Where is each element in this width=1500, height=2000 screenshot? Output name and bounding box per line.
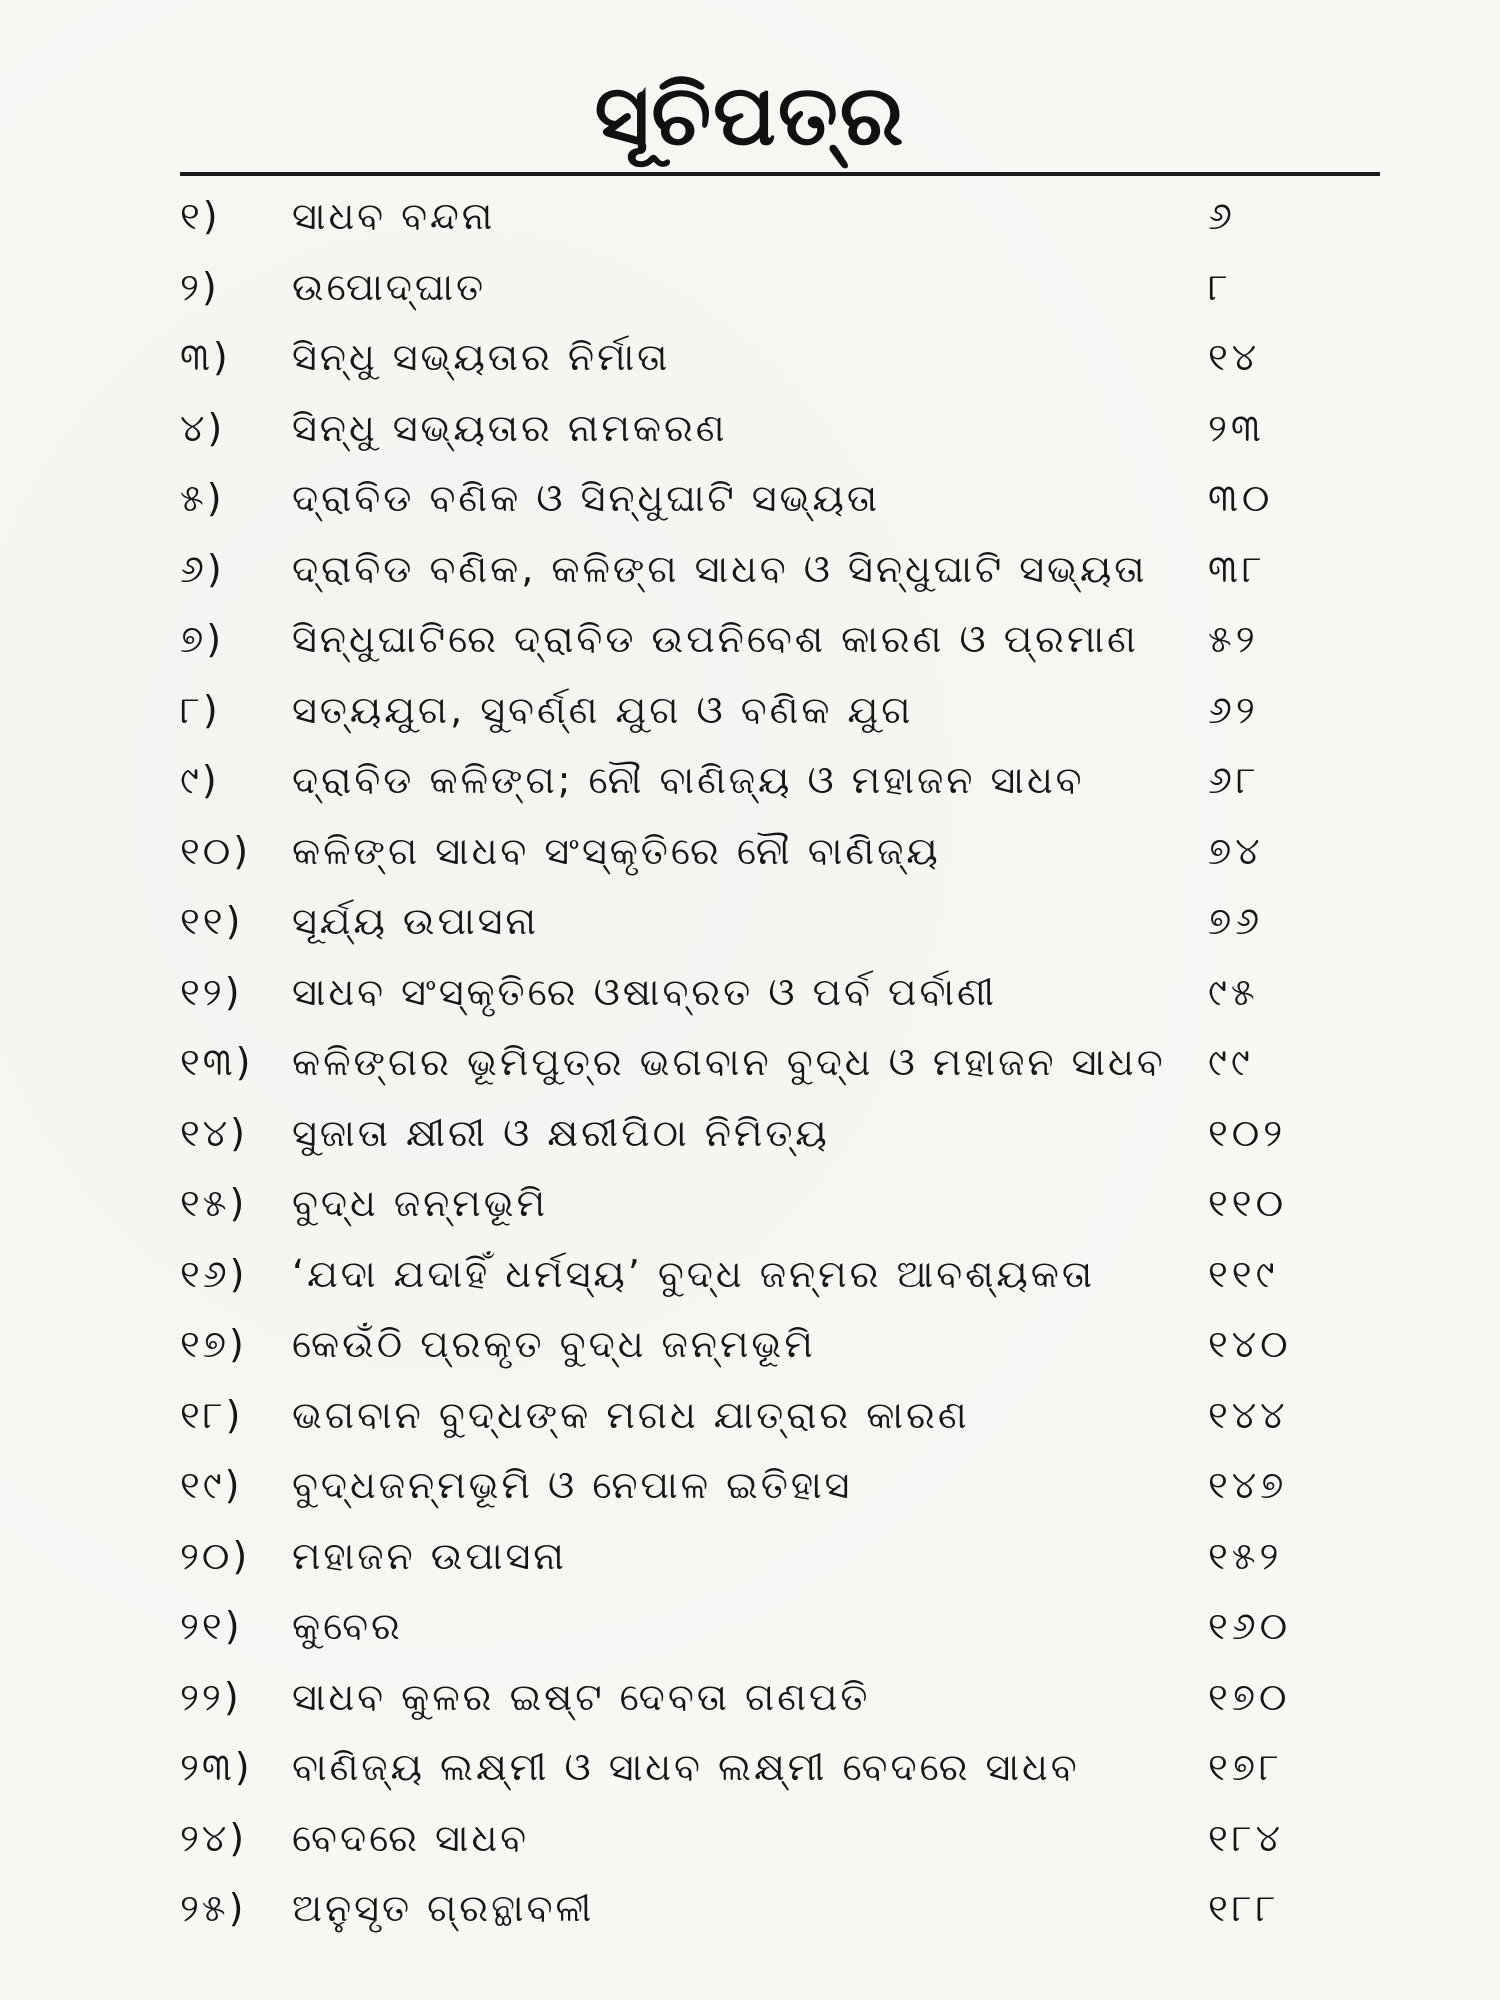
- toc-entry-number: ୮): [180, 687, 221, 732]
- title-divider: [180, 172, 1380, 176]
- toc-entry-number: ୧୯): [180, 1463, 243, 1507]
- toc-entry-number: ୧୫): [180, 1181, 248, 1225]
- toc-entry-number: ୧୭): [180, 1322, 247, 1366]
- toc-entry: [0, 1872, 1500, 1943]
- toc-entry-number: ୫): [180, 476, 225, 520]
- toc-entry-title: କୁବେର: [292, 1604, 403, 1648]
- toc-entry-title: ବେଦରେ ସାଧବ: [292, 1815, 530, 1860]
- toc-entry-page-number: ୧୭୦: [1208, 1674, 1291, 1719]
- toc-entry-number: ୭): [180, 617, 225, 661]
- toc-entry-page-number: ୧୪୪: [1208, 1392, 1289, 1437]
- toc-entry-title: ବୁଦ୍ଧଜନ୍ମଭୂମି ଓ ନେପାଳ ଇତିହାସ: [292, 1463, 853, 1507]
- toc-entry: [0, 1379, 1500, 1450]
- toc-entry-title: ମହାଜନ ଉପାସନା: [292, 1533, 567, 1578]
- toc-entry: [0, 1097, 1500, 1168]
- toc-entry-title: ଉପୋଦ୍‌ଘାତ: [292, 264, 487, 309]
- toc-entry-page-number: ୧୪: [1208, 335, 1261, 379]
- toc-entry-page-number: ୧୬୦: [1208, 1604, 1292, 1648]
- toc-entry: [0, 1731, 1500, 1802]
- toc-entry-page-number: ୨୩: [1208, 405, 1265, 450]
- toc-entry-number: ୪): [180, 405, 226, 450]
- toc-entry-title: ସୁଜାତା କ୍ଷୀରୀ ଓ କ୍ଷରୀପିଠା ନିମିତ୍ୟ: [292, 1110, 830, 1155]
- toc-entry-number: ୧): [180, 194, 221, 238]
- toc-entry: [0, 1802, 1500, 1873]
- toc-entry-number: ୧୦): [180, 828, 252, 873]
- table-of-contents: [0, 180, 1500, 1943]
- toc-entry-number: ୧୩): [180, 1040, 254, 1084]
- toc-entry-number: ୨୩): [180, 1745, 253, 1789]
- toc-entry-number: ୧୧): [180, 899, 244, 943]
- toc-entry-page-number: ୩୦: [1208, 476, 1274, 520]
- toc-entry: [0, 180, 1500, 251]
- toc-entry-number: ୧୬): [180, 1251, 248, 1296]
- toc-entry: [0, 462, 1500, 533]
- toc-entry-number: ୨୧): [180, 1604, 243, 1648]
- toc-entry-title: ସିନ୍ଧୁ ସଭ୍ୟତାର ନାମକରଣ: [292, 405, 728, 450]
- toc-entry-title: ସାଧବ ସଂସ୍କୃତିରେ ଓଷାବ୍ରତ ଓ ପର୍ବ ପର୍ବାଣୀ: [292, 969, 998, 1014]
- toc-entry-title: ଦ୍ରାବିଡ କଳିଙ୍ଗ; ନୌ ବାଣିଜ୍ୟ ଓ ମହାଜନ ସାଧବ: [292, 758, 1085, 802]
- toc-entry: [0, 956, 1500, 1027]
- toc-entry: [0, 1520, 1500, 1591]
- toc-entry-title: ସାଧବ ବନ୍ଦନା: [292, 194, 496, 238]
- toc-entry-title: ସୂର୍ଯ୍ୟ ଉପାସନା: [292, 899, 539, 943]
- toc-entry-number: ୩): [180, 335, 231, 379]
- toc-entry-page-number: ୭୪: [1208, 828, 1264, 873]
- toc-entry-page-number: ୩୮: [1208, 546, 1266, 591]
- toc-entry-number: ୨୪): [180, 1815, 248, 1860]
- toc-entry-number: ୬): [180, 546, 225, 591]
- toc-entry-number: ୨): [180, 264, 220, 309]
- toc-entry: [0, 1026, 1500, 1097]
- toc-entry-page-number: ୬୮: [1208, 758, 1260, 802]
- toc-entry-title: ସିନ୍ଧୁଘାଟିରେ ଦ୍ରାବିଡ ଉପନିବେଶ କାରଣ ଓ ପ୍ରମାଣ: [292, 617, 1139, 661]
- toc-entry-page-number: ୬: [1208, 194, 1236, 238]
- toc-entry-page-number: ୭୬: [1208, 899, 1264, 943]
- toc-entry-title: ବୁଦ୍ଧ ଜନ୍ମଭୂମି: [292, 1181, 549, 1225]
- toc-entry: [0, 603, 1500, 674]
- toc-entry: [0, 744, 1500, 815]
- toc-entry-number: ୧୪): [180, 1110, 248, 1155]
- toc-entry-page-number: ୯୯: [1208, 1040, 1254, 1084]
- toc-entry: [0, 885, 1500, 956]
- toc-entry-title: ସତ୍ୟଯୁଗ, ସୁବର୍ଣ୍ଣ ଯୁଗ ଓ ବଣିକ ଯୁଗ: [292, 687, 914, 732]
- toc-entry-number: ୧୨): [180, 969, 243, 1014]
- toc-entry-number: ୧୮): [180, 1392, 244, 1437]
- toc-entry-page-number: ୧୮୮: [1208, 1886, 1280, 1930]
- toc-entry-page-number: ୧୫୨: [1208, 1533, 1283, 1578]
- toc-entry-title: କେଉଁଠି ପ୍ରକୃତ ବୁଦ୍ଧ ଜନ୍ମଭୂମି: [292, 1322, 816, 1366]
- toc-entry-title: ସାଧବ କୁଳର ଇଷ୍ଟ ଦେବତା ଗଣପତି: [292, 1674, 871, 1719]
- toc-entry: [0, 533, 1500, 604]
- toc-entry: [0, 1661, 1500, 1732]
- toc-entry-number: ୨୦): [180, 1533, 251, 1578]
- toc-entry: [0, 251, 1500, 322]
- page-title: ସୂଚିପତ୍ର: [594, 66, 906, 164]
- toc-entry-title: ଭଗବାନ ବୁଦ୍ଧଙ୍କ ମଗଧ ଯାତ୍ରାର କାରଣ: [292, 1392, 970, 1437]
- toc-entry-title: ଅନୁସୃତ ଗ୍ରନ୍ଥାବଳୀ: [292, 1886, 595, 1930]
- toc-entry-title: ସିନ୍ଧୁ ସଭ୍ୟତାର ନିର୍ମାତା: [292, 335, 671, 379]
- toc-entry-number: ୯): [180, 758, 220, 802]
- toc-entry-title: ବାଣିଜ୍ୟ ଲକ୍ଷ୍ମୀ ଓ ସାଧବ ଲକ୍ଷ୍ମୀ ବେଦରେ ସାଧବ: [292, 1745, 1080, 1789]
- toc-entry-title: ଦ୍ରାବିଡ ବଣିକ, କଳିଙ୍ଗ ସାଧବ ଓ ସିନ୍ଧୁଘାଟି ସଭ୍ୟତା: [292, 546, 1148, 591]
- toc-entry: [0, 321, 1500, 392]
- toc-entry-title: ‘ଯଦା ଯଦାହିଁ ଧର୍ମସ୍ୟ’ ବୁଦ୍ଧ ଜନ୍ମର ଆବଶ୍ୟକତା: [292, 1251, 1096, 1296]
- toc-entry-number: ୨୫): [180, 1886, 247, 1930]
- toc-entry-page-number: ୧୪୦: [1208, 1322, 1292, 1366]
- toc-entry-page-number: ୧୧୦: [1208, 1181, 1288, 1225]
- toc-entry-page-number: ୬୨: [1208, 687, 1259, 732]
- toc-entry: [0, 674, 1500, 745]
- toc-entry: [0, 392, 1500, 463]
- toc-entry-page-number: ୫୨: [1208, 617, 1259, 661]
- toc-entry-page-number: ୧୭୮: [1208, 1745, 1283, 1789]
- toc-entry-title: କଳିଙ୍ଗ ସାଧବ ସଂସ୍କୃତିରେ ନୌ ବାଣିଜ୍ୟ: [292, 828, 941, 873]
- toc-entry-page-number: ୧୮୪: [1208, 1815, 1284, 1860]
- toc-entry-page-number: ୧୦୨: [1208, 1110, 1287, 1155]
- toc-entry-page-number: ୮: [1208, 264, 1232, 309]
- toc-entry: [0, 1167, 1500, 1238]
- toc-entry: [0, 1308, 1500, 1379]
- toc-entry: [0, 1238, 1500, 1309]
- toc-entry-title: ଦ୍ରାବିଡ ବଣିକ ଓ ସିନ୍ଧୁଘାଟି ସଭ୍ୟତା: [292, 476, 881, 520]
- toc-entry: [0, 1449, 1500, 1520]
- toc-entry: [0, 815, 1500, 886]
- toc-entry-title: କଳିଙ୍ଗର ଭୂମିପୁତ୍ର ଭଗବାନ ବୁଦ୍ଧ ଓ ମହାଜନ ସାଧବ: [292, 1040, 1166, 1084]
- toc-entry-page-number: ୧୪୭: [1208, 1463, 1288, 1507]
- toc-entry-number: ୨୨): [180, 1674, 242, 1719]
- toc-entry-page-number: ୯୫: [1208, 969, 1259, 1014]
- toc-entry-page-number: ୧୧୯: [1208, 1251, 1279, 1296]
- toc-entry: [0, 1590, 1500, 1661]
